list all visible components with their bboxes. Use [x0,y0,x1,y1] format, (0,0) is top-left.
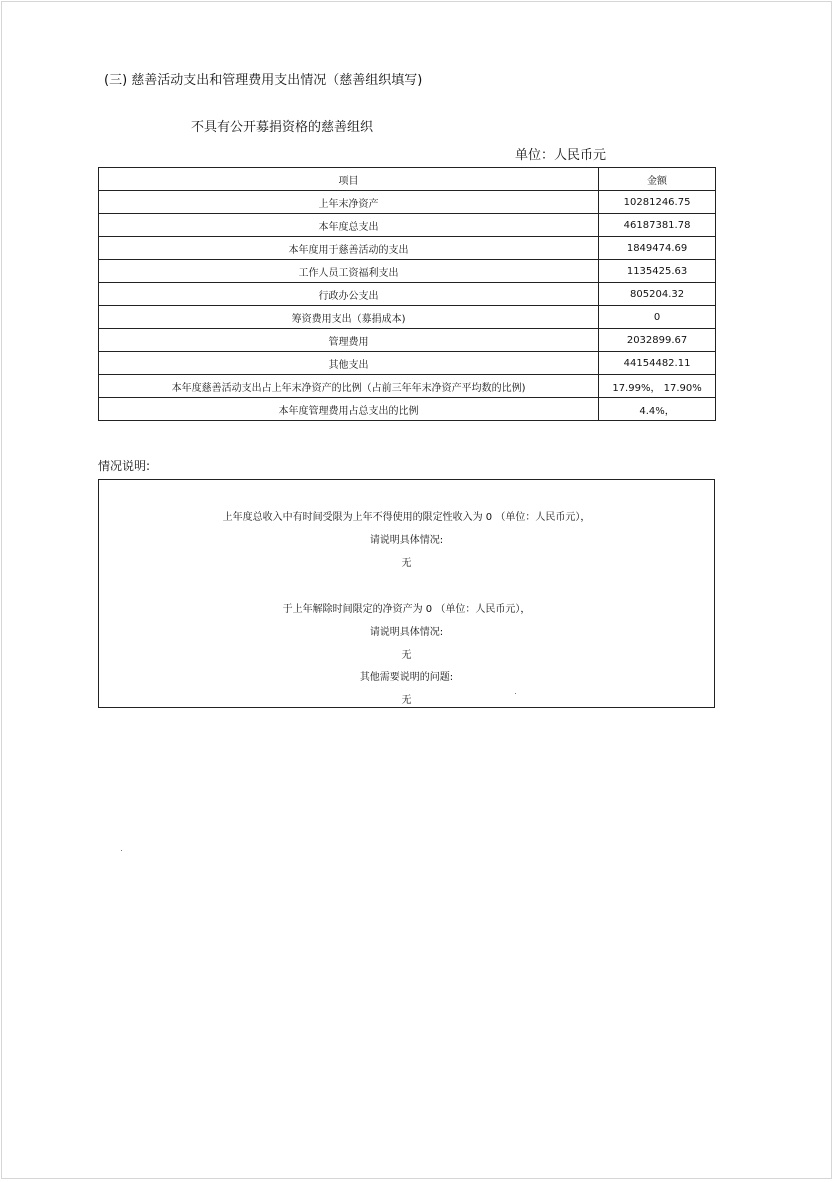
table-header-row [99,168,716,191]
table-row [99,375,716,398]
row-item: 本年度慈善活动支出占上年末净资产的比例（占前三年年末净资产平均数的比例) [99,375,599,398]
row-amount: 46187381.78 [599,214,716,237]
section-title: (三) 慈善活动支出和管理费用支出情况（慈善组织填写) [104,73,423,88]
table-row [99,283,716,306]
table-row [99,352,716,375]
table-row [99,237,716,260]
scan-speck [121,850,122,851]
row-amount: 1135425.63 [599,260,716,283]
note-line-explain-prompt: 请说明具体情况: [369,535,444,546]
note-line-answer: 无 [401,695,412,706]
table-row [99,306,716,329]
org-type-label: 不具有公开募捐资格的慈善组织 [191,120,374,135]
row-item: 筹资费用支出（募捐成本) [99,306,599,329]
row-item: 本年度管理费用占总支出的比例 [99,398,599,421]
table-row [99,260,716,283]
table-row [99,214,716,237]
table-row [99,191,716,214]
row-amount: 2032899.67 [599,329,716,352]
row-item: 行政办公支出 [99,283,599,306]
expenditure-table [98,167,716,421]
table-row [99,329,716,352]
row-amount: 17.99%， 17.90% [599,375,716,398]
unit-label: 单位：人民币元 [515,148,607,163]
row-item: 本年度用于慈善活动的支出 [99,237,599,260]
row-item: 工作人员工资福利支出 [99,260,599,283]
note-line-other-issues: 其他需要说明的问题: [359,672,454,683]
row-amount: 1849474.69 [599,237,716,260]
row-amount: 805204.32 [599,283,716,306]
row-item: 上年末净资产 [99,191,599,214]
column-header-amount: 金额 [599,168,716,191]
row-amount: 44154482.11 [599,352,716,375]
note-line-answer: 无 [401,650,412,661]
table-row [99,398,716,421]
row-amount: 10281246.75 [599,191,716,214]
scan-speck [515,693,516,694]
note-line-answer: 无 [401,558,412,569]
column-header-item: 项目 [99,168,599,191]
notes-title: 情况说明: [98,459,151,473]
row-item: 本年度总支出 [99,214,599,237]
row-amount: 0 [599,306,716,329]
row-item: 管理费用 [99,329,599,352]
note-line-restricted-income: 上年度总收入中有时间受限为上年不得使用的限定性收入为 0 （单位：人民币元）， [222,512,591,523]
note-line-explain-prompt: 请说明具体情况: [369,627,444,638]
note-line-released-assets: 于上年解除时间限定的净资产为 0 （单位：人民币元）， [282,604,531,615]
row-amount: 4.4%， [599,398,716,421]
notes-box [98,479,715,708]
row-item: 其他支出 [99,352,599,375]
